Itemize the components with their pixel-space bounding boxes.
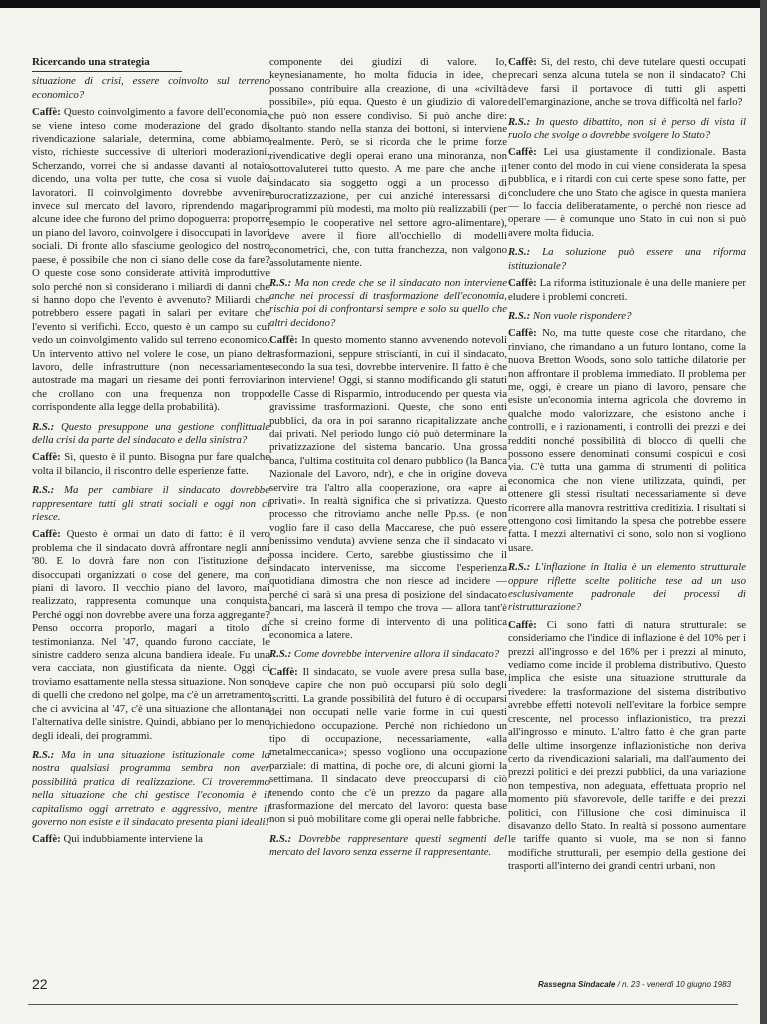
paragraph-text: Come dovrebbe intervenire allora il sindacato? [293, 648, 500, 661]
paragraph-text: Il sindacato, se vuole avere presa sulla base, deve capire che non può occuparsi più solo degli iscritti. La grande possibilità del futuro è di occuparsi dei non occupati nelle varie forme in cui questi richiedono occupazione. Perché non richiedono un tipo di occupazione, necessariamente, «alla metalmeccanica»; spesso vogliono una occupazione parziale: di mattina, di poche ore, di alcuni giorni la settimana. Il sindacato deve preoccuparsi di ciò tenendo conto che c'è un prezzo da pagare alla trasformazione del mercato del lavoro: questa base non si può mobilitare come gli operai nelle fabbriche. [269, 665, 507, 826]
paragraph-text: Ma per cambiare il sindacato dovrebbe rappresentare tutti gli strati sociali e oggi non ci riesce. [32, 484, 270, 523]
interviewer-question [32, 75, 270, 102]
issue-info: / n. 23 - venerdì 10 giugno 1983 [617, 980, 731, 989]
interviewer-question [269, 833, 507, 860]
interviewer-question [32, 749, 270, 829]
interviewer-question [508, 246, 746, 273]
page-edge-shadow [760, 0, 767, 1024]
answer-paragraph [269, 56, 507, 271]
speaker-label: Caffè: [32, 106, 61, 119]
heading-rule [32, 71, 182, 72]
interviewer-label: R.S.: [508, 561, 531, 574]
paragraph-text: In questo dibattito, non si è perso di vista il ruolo che svolge o dovrebbe svolgere lo Stato? [508, 115, 746, 142]
interviewer-question [32, 421, 270, 448]
speaker-label: Caffè: [32, 528, 61, 541]
interviewer-label: R.S.: [32, 748, 55, 761]
column-2 [269, 56, 507, 968]
speaker-label: Caffè: [269, 665, 298, 678]
interviewer-label: R.S.: [269, 276, 292, 289]
publication-name: Rassegna Sindacale [537, 980, 616, 989]
paragraph-text: Non vuole rispondere? [532, 309, 632, 322]
answer-paragraph [508, 277, 746, 304]
answer-paragraph [508, 619, 746, 874]
speaker-label: Caffè: [32, 451, 61, 464]
answer-paragraph [32, 833, 270, 846]
answer-paragraph [32, 528, 270, 743]
paragraph-text: Sì, del resto, chi deve tutelare questi occupati precari senza alcuna tutela se non il sindacato? Chi deve farsi il portavoce di tutti gli aspetti dell'emarginazione, anche se trova difficoltà nel farlo? [508, 56, 746, 109]
paragraph-text: Lei usa giustamente il condizionale. Basta tener conto del modo in cui viene considerata la spesa pubblica, e i ritardi con cui certe spese sono fatte, per concludere che uno Stato che agisce in questa maniera — lo faccia deliberatamente, o perché non riesce ad operare — è comunque uno Stato in cui non si può avere molta fiducia. [508, 146, 746, 239]
paragraph-text: L'inflazione in Italia è un elemento strutturale oppure riflette scelte politiche tese ad un uso esclusivamente padronale dei processi di ristrutturazione? [508, 561, 746, 614]
interviewer-label: R.S.: [269, 648, 292, 661]
bottom-rule [28, 1004, 738, 1005]
speaker-label: Caffè: [508, 277, 537, 290]
paragraph-text: La riforma istituzionale è una delle maniere per eludere i problemi concreti. [508, 277, 746, 303]
paragraph-text: situazione di crisi, essere coinvolto sul terreno economico? [32, 75, 270, 101]
column-1 [32, 56, 270, 968]
section-heading: Ricercando una strategia [32, 56, 150, 68]
paragraph-text: Questo coinvolgimento a favore dell'economia, se viene inteso come moderazione del grado di rivendicazione salariale, determina, come abbiamo visto, richieste successive di ulteriori moderazioni. Scherzando, vorrei che si andasse davanti al notaio dicendo, una volta per tutte, che cosa si vuole dai lavoratori. Il coinvolgimento dovrebbe avvenire invece sul mercato del lavoro, riprendendo magari alcune idee che furono del primo dopoguerra: proporre un piano del lavoro, coinvolgere i disoccupati in lavori sociali. Di fronte allo sfasciume geologico del nostro paese, è possibile che non ci siano delle cose da fare? O queste cose sono considerate attività improduttive solo perché non si considerano i miliardi di danni che si hanno dopo che l'evento è avvenuto? Miliardi che potrebbero essere pagati in salari per evitare che l'evento si verifichi. Ecco, questo è un campo su cui vedo un coinvolgimento valido sul terreno economico. Un intervento attivo nel volere le cose, un piano del lavoro, delle infrastrutture (non necessariamente autostrade ma magari un riesame dei ponti ferroviari che crollano con una frequenza non troppo corrispondente alla legge della probabilità). [32, 106, 270, 414]
paragraph-text: Dovrebbe rappresentare questi segmenti del mercato del lavoro senza esserne il rappresentante. [269, 832, 507, 859]
paragraph-text: No, ma tutte queste cose che ritardano, che rinviano, che rimandano a un futuro lontano, come la nuova Bretton Woods, sono solo tattiche dilatorie per non affrontare il problema immediato. Il problema per me, oggi, è creare un piano di lavoro, pensare che esiste un'economia interna agricola che dovremo in qualche modo valorizzare, che esistono anche i controlli, e i razionamenti, i controlli dei prezzi e dei redditi nonché possibilità di blocco di quelli che possono essere denominati consumi cospicui e così via. C'è tutta una gamma di strumenti di politica economica che non viene utilizzata, quindi, per ottenere gli stessi risultati necessariamente si deve ricorrere alla manovra restrittiva creditizia. I risultati si ottengono così limitando la spesa che potrebbe essere fatta. I mezzi alternativi ci sono, solo non si vogliono usare. [508, 327, 746, 554]
top-border [0, 0, 767, 8]
speaker-label: Caffè: [508, 618, 537, 631]
interviewer-label: R.S.: [508, 309, 531, 322]
speaker-label: Caffè: [508, 327, 537, 340]
speaker-label: Caffè: [508, 56, 537, 68]
answer-paragraph [269, 334, 507, 642]
interviewer-question [508, 310, 746, 323]
answer-paragraph [32, 451, 270, 478]
interviewer-label: R.S.: [32, 420, 55, 433]
interviewer-question [508, 561, 746, 615]
interviewer-label: R.S.: [32, 484, 55, 497]
paragraph-text: componente dei giudizi di valore. Io, keynesianamente, ho molta fiducia in idee, che possano contribuire alla creazione, di una «civiltà possibile», più equa. Questo è un giudizio di valore che può non essere condiviso. Si può anche dire: soltanto stando nella stanza dei bottoni, si interviene realmente. Però, se si ricorda che le prime forze rivendicative degli operai erano una minoranza, non sottovaluterei tutto questo. A me pare che anche il sindacato sia soggetto oggi a un processo di burocratizzazione, per cui anziché interessarsi di programmi più modesti, ma molto più realizzabili (per esempio le cooperative nel settore agro-alimentare), deve avere il fiore all'occhiello di modelli econometrici, che, con tutta franchezza, non valgono assolutamente niente. [269, 56, 507, 270]
interviewer-question [269, 277, 507, 331]
interviewer-label: R.S.: [508, 246, 531, 259]
paragraph-text: Questo è ormai un dato di fatto: è il vero problema che il sindacato dovrà affrontare negli anni '80. E lo dovrà fare non con l'istituzione dei disoccupati organizzati o cose del genere, ma con piani di lavoro. Il vecchio piano del lavoro, mai realizzato, rappresenta comunque una conquista. Perché oggi non dovrebbe avere una forza aggregante? Penso occorra proporlo, magari a titolo di testimonianza. Nel '47, quando furono cacciate, le sinistre caddero senza alcuna bandiera ideale. Fu una vera cacciata, non giustificata da niente. Oggi ci troviamo esattamente nella stessa situazione. Non sono di quelli che credono nel golpe, ma c'è un arretramento che ci avvicina al '47, c'è una situazione che allontana l'alternativa delle sinistre. Quindi, abbiano per lo meno degli ideali, dei programmi. [32, 528, 270, 742]
answer-paragraph [508, 146, 746, 240]
column-3 [508, 56, 746, 968]
speaker-label: Caffè: [508, 146, 537, 159]
interviewer-question [269, 648, 507, 661]
speaker-label: Caffè: [32, 833, 61, 846]
answer-paragraph [508, 56, 746, 110]
interviewer-question [508, 116, 746, 143]
answer-paragraph [269, 666, 507, 827]
interviewer-label: R.S.: [508, 115, 531, 128]
paragraph-text: Ma in una situazione istituzionale come la nostra qualsiasi programma sembra non aver possibilità pratica di realizzazione. Ci troveremmo nella situazione che chi gestisce l'economia è il capitalismo oggi arretrato e aggressivo, mentre il governo non esiste e il sindacato presenta piani ideali! [32, 748, 270, 828]
page-number: 22 [32, 976, 48, 992]
paragraph-text: Ci sono fatti di natura strutturale: se consideriamo che l'indice di inflazione è del 10% per i prezzi all'ingrosso e del 16% per i prezzi al minuto, vediamo come incide il problema distributivo. Questo implica che esiste una situazione strutturale da rivedere: la trasformazione del sistema distributivo avrebbe effetti notevoli nell'evitare la forbice sempre crescente, nel processo inflazionistico, tra prezzi all'ingrosso e minuto. L'altro fatto è che gran parte delle ultime insorgenze inflazionistiche non deriva certo da rivendicazioni salariali, ma dall'aumento dei prezzi politici e dei prezzi pubblici, da una variazione non tempestiva, non adeguata, effettuata proprio nel momento più sfavorevole, delle tariffe e dei prezzi politici, con l'illusione che così diminuisca il disavanzo dello Stato. In realtà si possono aumentare le tariffe quanto si vuole, ma se non si fanno modifiche strutturali, per esempio della gestione dei trasporti all'interno dei grandi centri urbani, non [508, 618, 746, 873]
interviewer-question [32, 484, 270, 524]
paragraph-text: Sì, questo è il punto. Bisogna pur fare qualche volta il bilancio, il riscontro delle esperienze fatte. [32, 451, 270, 477]
footer-credit [538, 980, 731, 989]
paragraph-text: Qui indubbiamente interviene la [63, 833, 203, 846]
answer-paragraph [508, 327, 746, 555]
answer-paragraph [32, 106, 270, 414]
paragraph-text: Questo presuppone una gestione conflittuale della crisi da parte del sindacato e della sinistra? [32, 420, 270, 446]
paragraph-text: Ma non crede che se il sindacato non interviene anche nei processi di trasformazione dell'economia, rischia poi di confrontarsi sempre e solo su quello che altri decidono? [269, 276, 507, 329]
interviewer-label: R.S.: [269, 832, 292, 845]
paragraph-text: La soluzione può essere una riforma istituzionale? [508, 246, 746, 272]
paragraph-text: In questo momento stanno avvenendo notevoli trasformazioni, seppure striscianti, in cui il sindacato, secondo la sua tesi, dovrebbe intervenire. Il fatto è che non interviene! Oggi, si stanno modificando gli statuti delle Casse di Risparmio, introducendo per questa via gravissime trasformazioni. Queste, che sono enti pubblici, da ora in poi saranno ricapitalizzate anche dai privati. Nel periodo lungo ciò può determinare la privatizzazione del sistema bancario. Una grossa banca, l'ultima costituita col denaro pubblico (la Banca Nazionale del Lavoro, ndr), e che in origine doveva servire tra l'altro alla cooperazione, ora «apre ai privati». In realtà significa che si privatizza. Questo processo che ritroviamo anche nelle Pp.ss. (e non voglio fare il caso della Maccarese, che può essere benissimo venduta) avviene senza che il sindacato vi possa incidere. Certo, sarebbe giustissimo che il sindacato intervenisse, ma siccome l'esperienza quotidiana dimostra che non riesce ad incidere — perché ci sarà si una presa di posizione del sindacato bancari, ma lascerà il tempo che trova — allora tant'è che si creino forme di intervento di una politica economica a latere. [269, 334, 507, 642]
speaker-label: Caffè: [269, 334, 298, 347]
